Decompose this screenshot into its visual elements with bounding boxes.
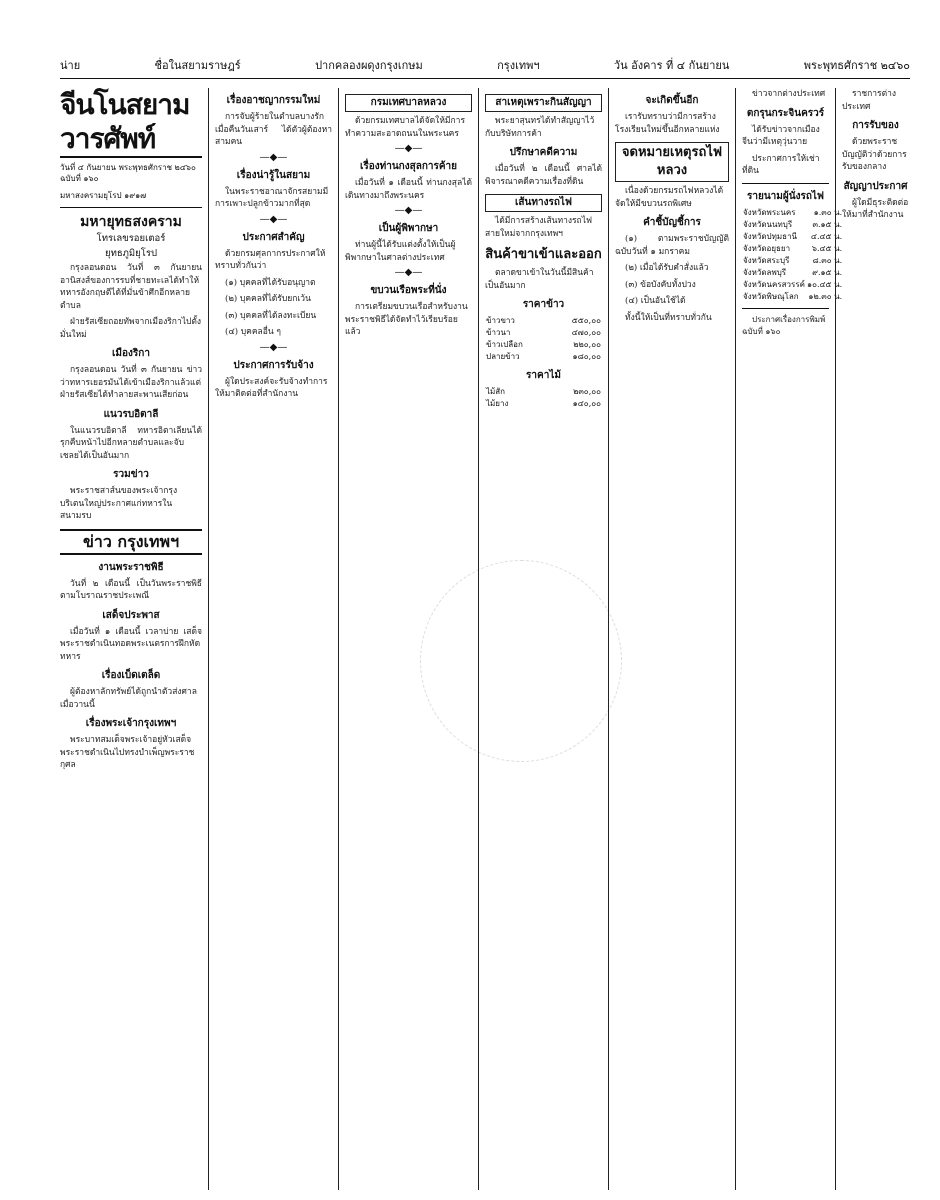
article-paragraph: ด้วยกรมศุลกากรประกาศให้ทราบทั่วกันว่า: [215, 248, 326, 271]
section-heading: แนวรบอิตาลี: [103, 408, 159, 420]
article-paragraph: ตลาดขาเข้าในวันนี้มีสินค้าเป็นอันมาก: [485, 268, 594, 291]
timber-price-table: [485, 386, 602, 410]
rice-price-table: [485, 315, 602, 363]
article-paragraph: พระบาทสมเด็จพระเจ้าอยู่หัวเสด็จพระราชดำเนินไปทรงบำเพ็ญพระราชกุศล: [60, 735, 195, 770]
local-news-banner: ข่าว กรุงเทพฯ: [60, 529, 202, 555]
article-paragraph: เมื่อวันที่ ๒ เดือนนี้ ศาลได้พิจารณาคดีความเรื่องที่ดิน: [485, 164, 602, 187]
article-paragraph: เรารับทราบว่ามีการสร้างโรงเรียนใหม่ขึ้นอีกหลายแห่ง: [615, 112, 720, 135]
article-paragraph: เนื่องด้วยกรมรถไฟหลวงได้จัดให้มีขบวนรถพิเศษ: [615, 186, 724, 209]
date: วัน อังคาร ที่ ๔ กันยายน: [613, 59, 730, 72]
ornament-divider: —◆—: [259, 151, 288, 163]
section-heading: ประกาศการรับจ้าง: [233, 359, 314, 371]
table-row: [485, 327, 602, 339]
article-paragraph: ทั้งนี้ให้เป็นที่ทราบทั่วกัน: [625, 312, 712, 323]
article-paragraph: (๒) เมื่อได้รับคำสั่งแล้ว: [625, 263, 709, 273]
divider: [60, 207, 202, 208]
column-6: [735, 88, 843, 1190]
section-heading: จะเกิดขึ้นอีก: [645, 95, 699, 106]
article-paragraph: ผู้ต้องหาลักทรัพย์ได้ถูกนำตัวส่งศาลเมื่อวานนี้: [60, 687, 197, 710]
article-paragraph: ราชการต่างประเทศ: [842, 89, 897, 112]
price-value: ๒๒๐,๐๐: [573, 340, 601, 349]
price-name: ไม้สัก: [486, 387, 506, 396]
price-name: ปลายข้าว: [486, 352, 520, 361]
ornament-divider: —◆—: [394, 205, 423, 216]
station-time: ๖.๔๕ น.: [811, 243, 843, 253]
list-item: (๓) บุคคลที่ได้ลงทะเบียน: [225, 310, 317, 321]
page-number: น่าย: [60, 59, 81, 72]
table-row: [742, 291, 843, 303]
column-1: [60, 88, 208, 1190]
section-heading: ปรึกษาคดีความ: [509, 147, 578, 158]
article-paragraph: พระราชสาส์นของพระเจ้ากรุงบริเตนใหญ่ประกาศแก่ทหารในสนามรบ: [60, 486, 178, 521]
table-row: [742, 255, 843, 267]
price-value: ๕๕๐,๐๐: [571, 316, 601, 325]
column-4: [478, 88, 608, 1190]
section-heading: คำชี้บัญชี้การ: [643, 217, 701, 228]
table-row: [485, 339, 602, 351]
section-heading: เรื่องท่านกงสุลการค้าย: [359, 161, 458, 172]
footer-note: ประกาศเรื่องการพิมพ์ฉบับที่ ๑๖๐: [742, 314, 826, 336]
station-time: ๑๒.๓๐ น.: [808, 291, 843, 301]
column-2: [208, 88, 338, 1190]
location: ปากคลองผดุงกรุงเกษม: [315, 59, 423, 72]
section-heading: สาเหตุเพราะกินสัญญา: [485, 94, 602, 112]
article-paragraph: ด้วยกรมเทศบาลได้จัดให้มีการทำความสะอาดถนนในพระนคร: [345, 116, 466, 139]
section-heading: ราคาข้าว: [522, 299, 565, 310]
station-time: ๑๐.๔๕ น.: [807, 279, 843, 289]
section-heading: เป็นผู้พิพากษา: [378, 223, 439, 234]
masthead-meta: วันที่ ๔ กันยายน พระพุทธศักราช ๒๔๖๐ ฉบับที่ ๑๖๐: [60, 163, 196, 183]
price-name: ไม้ยาง: [486, 399, 509, 408]
article-paragraph: การเตรียมขบวนเรือสำหรับงานพระราชพิธีได้จัดทำไว้เรียบร้อยแล้ว: [345, 302, 468, 337]
article-paragraph: ข่าวจากต่างประเทศ: [752, 89, 826, 99]
article-paragraph: ผู้ใดมีธุระติดต่อให้มาที่สำนักงาน: [842, 197, 909, 220]
price-name: ข้าวนา: [486, 328, 511, 337]
ornament-divider: —◆—: [394, 143, 423, 154]
ornament-divider: —◆—: [259, 213, 288, 225]
divider: [742, 308, 829, 309]
table-row: [485, 351, 602, 363]
price-value: ๒๓๐,๐๐: [573, 387, 601, 396]
station-time: ๑.๓๐ น.: [813, 207, 843, 217]
article-paragraph: ได้รับข่าวจากเมืองจีนว่ามีเหตุวุ่นวาย: [742, 124, 820, 147]
article-paragraph: (๓) ข้อบังคับทั้งปวง: [625, 279, 696, 290]
section-heading: ขบวนเรือพระที่นั่ง: [370, 285, 447, 296]
city: กรุงเทพฯ: [497, 59, 540, 72]
article-paragraph: ในพระราชอาณาจักรสยามมีการเพาะปลูกข้าวมากที่สุด: [215, 186, 329, 209]
section-heading: งานพระราชพิธี: [98, 561, 164, 573]
section-heading: กรมเทศบาลหลวง: [345, 94, 472, 112]
station-name: จังหวัดพระนคร: [743, 207, 796, 217]
article-paragraph: เมื่อวันที่ ๑ เดือนนี้ ท่านกงสุลได้เดินทางมาถึงพระนคร: [345, 178, 472, 201]
year: พระพุทธศักราช ๒๔๖๐: [803, 59, 910, 72]
price-value: ๑๔๐,๐๐: [572, 399, 601, 408]
price-name: ข้าวขาว: [486, 316, 515, 325]
section-heading: เสด็จประพาส: [102, 609, 160, 621]
ornament-divider: —◆—: [259, 341, 288, 353]
ornament-divider: —◆—: [394, 267, 423, 278]
section-heading: เรื่องน่ารู้ในสยาม: [236, 169, 311, 181]
table-row: [742, 243, 843, 255]
price-name: ข้าวเปลือก: [486, 340, 523, 349]
price-value: ๔๗๐,๐๐: [571, 328, 601, 337]
section-heading: ตกรุนกระจินครวร์: [746, 107, 825, 119]
war-subtitle: โทรเลขรอยเตอร์: [96, 233, 166, 244]
station-name: จังหวัดลพบุรี: [743, 267, 787, 277]
divider: [742, 183, 829, 184]
section-heading: การรับของ: [852, 120, 899, 131]
price-value: ๑๘๐,๐๐: [572, 352, 601, 361]
section-heading: สัญญาประกาศ: [843, 180, 908, 192]
article-paragraph: กรุงลอนดอน วันที่ ๓ กันยายน อานิสงส์ของการรบที่ชายทะเลได้ทำให้ทหารอังกฤษตีได้ที่มั่นข้าศึกอีกหลายตำบล: [60, 263, 202, 311]
station-name: จังหวัดสระบุรี: [743, 255, 790, 265]
article-paragraph: (๑) ตามพระราชบัญญัติ ฉบับวันที่ ๑ มกราคม: [615, 234, 729, 257]
station-name: จังหวัดพิษณุโลก: [743, 291, 799, 301]
article-paragraph: เมื่อวันที่ ๑ เดือนนี้ เวลาบ่าย เสด็จพระราชดำเนินทอดพระเนตรการฝึกหัดทหาร: [60, 626, 202, 662]
table-row: [485, 398, 602, 410]
war-subtitle-2: ยุทธภูมิยุโรป: [105, 247, 157, 259]
station-name: จังหวัดอยุธยา: [743, 243, 791, 253]
station-name: จังหวัดนครสวรรค์: [743, 279, 805, 289]
table-row: [485, 315, 602, 327]
table-row: [742, 219, 843, 231]
station-time: ๔.๔๕ น.: [810, 231, 843, 241]
article-paragraph: วันที่ ๒ เดือนนี้ เป็นวันพระราชพิธีตามโบราณราชประเพณี: [60, 578, 202, 601]
table-row: [742, 267, 843, 279]
section-heading: รวมข่าว: [113, 469, 149, 480]
table-row: [742, 231, 843, 243]
section-heading: เรื่องอาชญากรรมใหม่: [226, 95, 321, 106]
table-row: [742, 279, 843, 291]
section-heading: รายนามผู้นั่งรถไฟ: [746, 190, 824, 202]
masthead-meta-2: มหาสงครามยุโรป ๑๙๑๗: [60, 191, 147, 200]
paper-name: ชื่อในสยามราษฎร์: [154, 59, 241, 72]
article-paragraph: ท่านผู้นี้ได้รับแต่งตั้งให้เป็นผู้พิพากษาในศาลต่างประเทศ: [345, 240, 456, 263]
column-7: [835, 88, 915, 1190]
article-paragraph: ฝ่ายรัสเซียถอยทัพจากเมืองริกาไปตั้งมั่นใหม่: [60, 317, 202, 340]
column-5: [608, 88, 735, 1190]
station-name: จังหวัดนนทบุรี: [743, 219, 793, 229]
section-heading: สินค้าขาเข้าและออก: [485, 247, 602, 262]
station-time: ๙.๑๕ น.: [812, 267, 843, 277]
list-item: (๒) บุคคลที่ได้รับยกเว้น: [225, 294, 311, 304]
table-row: [742, 207, 843, 219]
article-paragraph: ได้มีการสร้างเส้นทางรถไฟสายใหม่จากกรุงเทพฯ: [485, 216, 592, 239]
section-heading: ประกาศสำคัญ: [242, 231, 305, 243]
article-paragraph: กรุงลอนดอน วันที่ ๓ กันยายน ข่าวว่าทหารเยอรมันได้เข้าเมืองริกาแล้วแต่ฝ่ายรัสเซียได้ทำลายสะพานเสียก่อน: [60, 365, 202, 400]
article-paragraph: ด้วยพระราชบัญญัติว่าด้วยการรับของกลาง: [842, 137, 907, 172]
article-paragraph: การจับผู้ร้ายในตำบลบางรักเมื่อคืนวันเสาร์ ได้ตัวผู้ต้องหาสามคน: [215, 112, 332, 147]
list-item: (๑) บุคคลที่ได้รับอนุญาต: [225, 277, 316, 288]
newspaper-columns: [60, 88, 910, 1190]
section-heading: เมืองริกา: [112, 348, 150, 359]
station-name: จังหวัดปทุมธานี: [743, 231, 798, 241]
list-item: (๔) บุคคลอื่น ๆ: [225, 327, 281, 337]
section-heading: ราคาไม้: [526, 370, 561, 381]
war-title: มหายุทธสงคราม: [80, 214, 182, 230]
section-heading: เรื่องเบ็ดเตล็ด: [101, 670, 161, 681]
article-paragraph: (๔) เป็นอันใช้ได้: [625, 296, 686, 306]
article-paragraph: ผู้ใดประสงค์จะรับจ้างทำการให้มาติดต่อที่สำนักงาน: [215, 376, 328, 399]
section-heading: เส้นทางรถไฟ: [485, 194, 602, 212]
article-paragraph: ประกาศการให้เช่าที่ดิน: [742, 153, 820, 176]
train-schedule-table: [742, 207, 843, 303]
table-row: [485, 386, 602, 398]
station-time: ๓.๑๕ น.: [812, 219, 843, 229]
column-3: [338, 88, 478, 1190]
masthead-title: จีนโนสยามวารศัพท์: [60, 88, 202, 158]
article-paragraph: ในแนวรบอิตาลี ทหารอิตาเลียนได้รุกคืบหน้าไปอีกหลายตำบลและจับเชลยได้เป็นอันมาก: [60, 425, 202, 461]
article-paragraph: พระยาสุนทรได้ทำสัญญาไว้กับบริษัทการค้า: [485, 116, 595, 139]
page-header: [60, 52, 910, 79]
section-heading: เรื่องพระเจ้ากรุงเทพฯ: [85, 718, 177, 729]
station-time: ๘.๓๐ น.: [812, 255, 843, 265]
section-heading: จดหมายเหตุรถไฟหลวง: [615, 142, 729, 182]
